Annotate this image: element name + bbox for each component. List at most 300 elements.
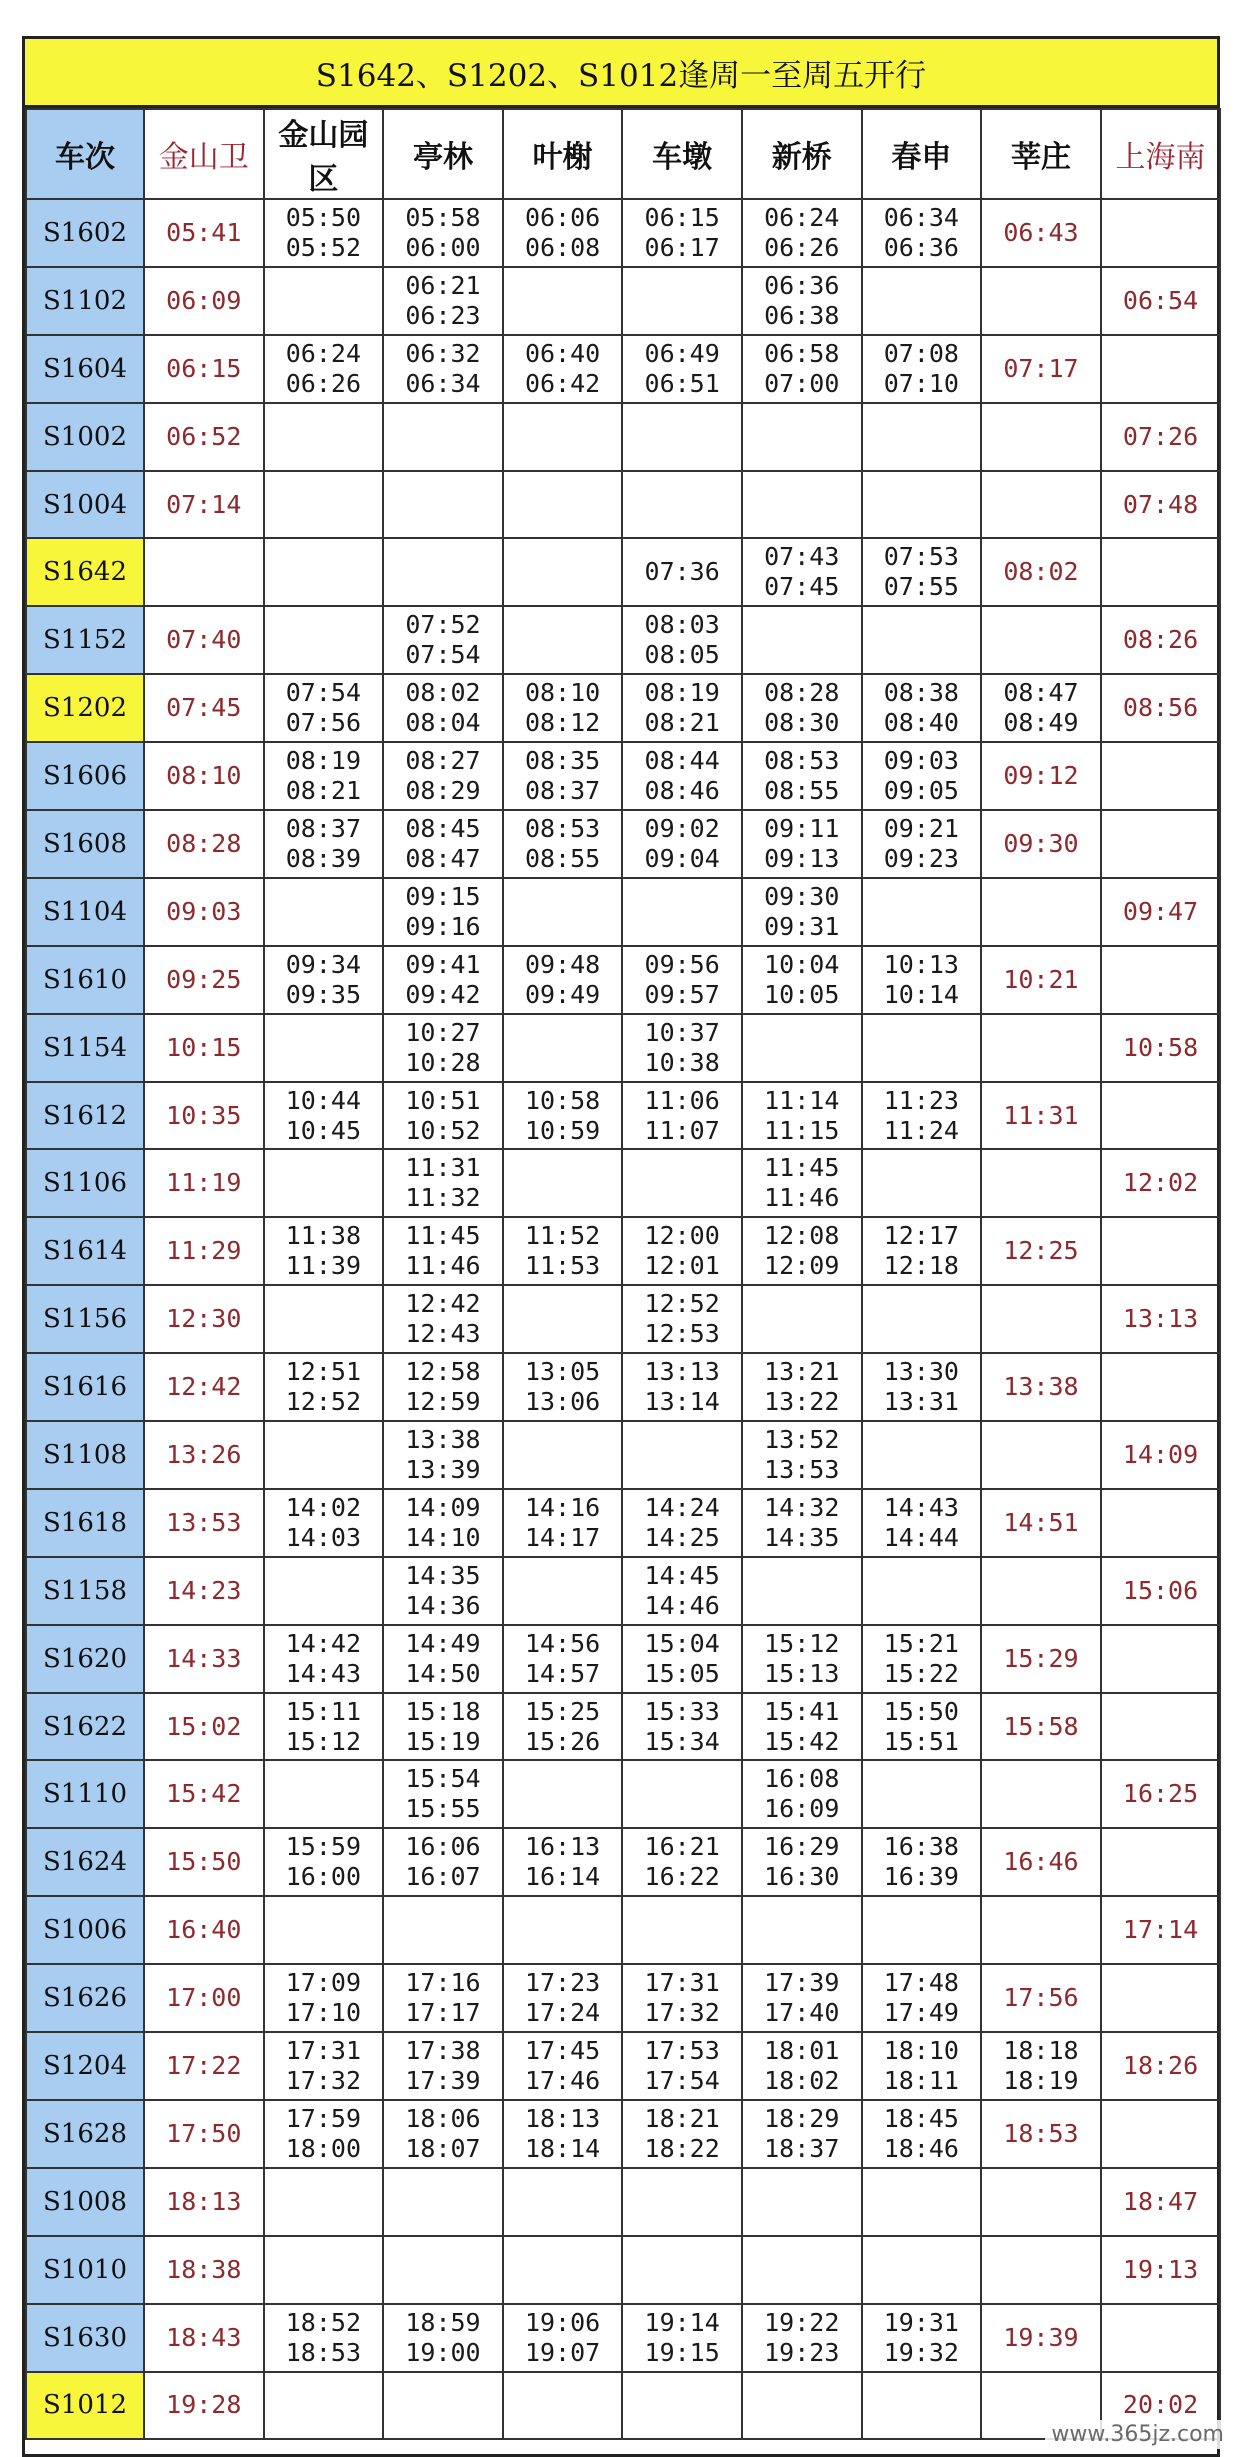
stop-time: 17:50 bbox=[144, 2100, 264, 2168]
stop-time bbox=[862, 1285, 982, 1353]
stop-time bbox=[503, 1149, 623, 1217]
stop-time bbox=[503, 1557, 623, 1625]
stop-time: 12:42 12:43 bbox=[383, 1285, 503, 1353]
stop-time: 12:42 bbox=[144, 1353, 264, 1421]
train-number: S1604 bbox=[26, 335, 144, 403]
stop-time bbox=[383, 2372, 503, 2440]
stop-time: 16:40 bbox=[144, 1896, 264, 1964]
stop-time: 17:14 bbox=[1101, 1896, 1221, 1964]
stop-time bbox=[981, 1149, 1101, 1217]
stop-time bbox=[981, 1760, 1101, 1828]
stop-time: 08:19 08:21 bbox=[622, 674, 742, 742]
stop-time: 12:17 12:18 bbox=[862, 1217, 982, 1285]
stop-time: 19:28 bbox=[144, 2372, 264, 2440]
table-row bbox=[26, 1828, 1220, 1896]
stop-time bbox=[622, 1421, 742, 1489]
stop-time: 07:53 07:55 bbox=[862, 538, 982, 606]
train-number: S1006 bbox=[26, 1896, 144, 1964]
stop-time: 06:21 06:23 bbox=[383, 267, 503, 335]
table-row bbox=[26, 1557, 1220, 1625]
stop-time: 06:58 07:00 bbox=[742, 335, 862, 403]
header-station: 亭林 bbox=[383, 109, 503, 199]
stop-time: 12:00 12:01 bbox=[622, 1217, 742, 1285]
stop-time bbox=[1101, 2304, 1221, 2372]
stop-time bbox=[503, 471, 623, 539]
stop-time: 15:04 15:05 bbox=[622, 1625, 742, 1693]
stop-time: 09:12 bbox=[981, 742, 1101, 810]
train-number: S1104 bbox=[26, 878, 144, 946]
stop-time: 18:13 bbox=[144, 2168, 264, 2236]
stop-time: 15:29 bbox=[981, 1625, 1101, 1693]
stop-time: 11:23 11:24 bbox=[862, 1082, 982, 1150]
stop-time bbox=[503, 1285, 623, 1353]
stop-time bbox=[862, 403, 982, 471]
train-number: S1158 bbox=[26, 1557, 144, 1625]
stop-time: 15:54 15:55 bbox=[383, 1760, 503, 1828]
stop-time: 15:59 16:00 bbox=[264, 1828, 384, 1896]
stop-time: 18:13 18:14 bbox=[503, 2100, 623, 2168]
stop-time: 18:18 18:19 bbox=[981, 2032, 1101, 2100]
stop-time: 06:54 bbox=[1101, 267, 1221, 335]
stop-time: 15:06 bbox=[1101, 1557, 1221, 1625]
stop-time bbox=[264, 2236, 384, 2304]
stop-time: 07:43 07:45 bbox=[742, 538, 862, 606]
stop-time bbox=[742, 1285, 862, 1353]
stop-time: 15:11 15:12 bbox=[264, 1693, 384, 1761]
stop-time: 14:45 14:46 bbox=[622, 1557, 742, 1625]
stop-time: 11:38 11:39 bbox=[264, 1217, 384, 1285]
stop-time bbox=[264, 1760, 384, 1828]
train-number: S1610 bbox=[26, 946, 144, 1014]
stop-time: 07:14 bbox=[144, 471, 264, 539]
table-row bbox=[26, 1082, 1220, 1150]
table-row bbox=[26, 946, 1220, 1014]
stop-time: 09:03 bbox=[144, 878, 264, 946]
stop-time: 15:50 bbox=[144, 1828, 264, 1896]
train-number: S1626 bbox=[26, 1964, 144, 2032]
stop-time bbox=[1101, 1353, 1221, 1421]
stop-time bbox=[1101, 946, 1221, 1014]
header-station: 叶榭 bbox=[503, 109, 623, 199]
stop-time bbox=[383, 403, 503, 471]
stop-time: 09:11 09:13 bbox=[742, 810, 862, 878]
train-number: S1622 bbox=[26, 1693, 144, 1761]
stop-time: 18:01 18:02 bbox=[742, 2032, 862, 2100]
stop-time: 16:25 bbox=[1101, 1760, 1221, 1828]
stop-time: 12:51 12:52 bbox=[264, 1353, 384, 1421]
stop-time: 12:58 12:59 bbox=[383, 1353, 503, 1421]
stop-time: 18:38 bbox=[144, 2236, 264, 2304]
table-row bbox=[26, 1353, 1220, 1421]
table-row bbox=[26, 2032, 1220, 2100]
train-number: S1102 bbox=[26, 267, 144, 335]
stop-time: 10:58 10:59 bbox=[503, 1082, 623, 1150]
train-number: S1106 bbox=[26, 1149, 144, 1217]
stop-time bbox=[981, 267, 1101, 335]
stop-time: 14:09 14:10 bbox=[383, 1489, 503, 1557]
stop-time: 08:44 08:46 bbox=[622, 742, 742, 810]
stop-time: 08:10 08:12 bbox=[503, 674, 623, 742]
stop-time: 08:10 bbox=[144, 742, 264, 810]
stop-time bbox=[1101, 199, 1221, 267]
stop-time: 13:38 13:39 bbox=[383, 1421, 503, 1489]
stop-time: 19:31 19:32 bbox=[862, 2304, 982, 2372]
train-number: S1602 bbox=[26, 199, 144, 267]
stop-time: 17:59 18:00 bbox=[264, 2100, 384, 2168]
stop-time: 08:38 08:40 bbox=[862, 674, 982, 742]
stop-time: 09:41 09:42 bbox=[383, 946, 503, 1014]
stop-time: 05:58 06:00 bbox=[383, 199, 503, 267]
stop-time: 19:14 19:15 bbox=[622, 2304, 742, 2372]
stop-time: 17:56 bbox=[981, 1964, 1101, 2032]
stop-time bbox=[742, 1896, 862, 1964]
stop-time: 17:48 17:49 bbox=[862, 1964, 982, 2032]
header-station: 金山卫 bbox=[144, 109, 264, 199]
stop-time: 14:23 bbox=[144, 1557, 264, 1625]
stop-time: 09:48 09:49 bbox=[503, 946, 623, 1014]
stop-time bbox=[1101, 810, 1221, 878]
stop-time bbox=[742, 1014, 862, 1082]
stop-time: 08:26 bbox=[1101, 606, 1221, 674]
stop-time: 10:04 10:05 bbox=[742, 946, 862, 1014]
table-row bbox=[26, 2236, 1220, 2304]
stop-time bbox=[742, 1557, 862, 1625]
table-row bbox=[26, 2168, 1220, 2236]
stop-time bbox=[264, 1285, 384, 1353]
table-row bbox=[26, 1149, 1220, 1217]
stop-time: 17:39 17:40 bbox=[742, 1964, 862, 2032]
stop-time: 09:02 09:04 bbox=[622, 810, 742, 878]
stop-time: 10:35 bbox=[144, 1082, 264, 1150]
table-row bbox=[26, 1014, 1220, 1082]
stop-time: 08:53 08:55 bbox=[503, 810, 623, 878]
stop-time bbox=[862, 2372, 982, 2440]
stop-time: 12:02 bbox=[1101, 1149, 1221, 1217]
stop-time: 08:03 08:05 bbox=[622, 606, 742, 674]
stop-time: 18:43 bbox=[144, 2304, 264, 2372]
stop-time bbox=[981, 2236, 1101, 2304]
stop-time bbox=[622, 2236, 742, 2304]
stop-time: 16:29 16:30 bbox=[742, 1828, 862, 1896]
stop-time: 13:38 bbox=[981, 1353, 1101, 1421]
stop-time: 15:42 bbox=[144, 1760, 264, 1828]
stop-time: 08:02 08:04 bbox=[383, 674, 503, 742]
stop-time: 08:28 08:30 bbox=[742, 674, 862, 742]
stop-time: 18:45 18:46 bbox=[862, 2100, 982, 2168]
stop-time: 19:06 19:07 bbox=[503, 2304, 623, 2372]
stop-time: 11:06 11:07 bbox=[622, 1082, 742, 1150]
stop-time: 18:29 18:37 bbox=[742, 2100, 862, 2168]
stop-time: 06:32 06:34 bbox=[383, 335, 503, 403]
stop-time: 15:58 bbox=[981, 1693, 1101, 1761]
stop-time: 14:02 14:03 bbox=[264, 1489, 384, 1557]
timetable-frame bbox=[22, 36, 1220, 2457]
stop-time bbox=[622, 878, 742, 946]
stop-time bbox=[981, 878, 1101, 946]
timetable bbox=[25, 108, 1221, 2440]
stop-time: 13:30 13:31 bbox=[862, 1353, 982, 1421]
stop-time bbox=[503, 538, 623, 606]
stop-time: 06:49 06:51 bbox=[622, 335, 742, 403]
stop-time: 16:08 16:09 bbox=[742, 1760, 862, 1828]
stop-time: 19:13 bbox=[1101, 2236, 1221, 2304]
train-number: S1002 bbox=[26, 403, 144, 471]
stop-time: 14:16 14:17 bbox=[503, 1489, 623, 1557]
stop-time: 07:36 bbox=[622, 538, 742, 606]
stop-time: 07:08 07:10 bbox=[862, 335, 982, 403]
table-row bbox=[26, 2372, 1220, 2440]
stop-time: 17:45 17:46 bbox=[503, 2032, 623, 2100]
stop-time bbox=[742, 2236, 862, 2304]
stop-time: 15:21 15:22 bbox=[862, 1625, 982, 1693]
stop-time bbox=[1101, 335, 1221, 403]
table-row bbox=[26, 267, 1220, 335]
header-station: 车墩 bbox=[622, 109, 742, 199]
table-row bbox=[26, 403, 1220, 471]
stop-time: 16:38 16:39 bbox=[862, 1828, 982, 1896]
stop-time bbox=[862, 471, 982, 539]
stop-time bbox=[264, 878, 384, 946]
stop-time: 13:53 bbox=[144, 1489, 264, 1557]
stop-time bbox=[264, 1557, 384, 1625]
stop-time bbox=[264, 1014, 384, 1082]
stop-time bbox=[1101, 1489, 1221, 1557]
stop-time bbox=[981, 1285, 1101, 1353]
stop-time: 14:42 14:43 bbox=[264, 1625, 384, 1693]
stop-time: 10:27 10:28 bbox=[383, 1014, 503, 1082]
stop-time: 08:28 bbox=[144, 810, 264, 878]
stop-time: 17:38 17:39 bbox=[383, 2032, 503, 2100]
table-row bbox=[26, 335, 1220, 403]
train-number: S1620 bbox=[26, 1625, 144, 1693]
train-number: S1606 bbox=[26, 742, 144, 810]
table-row bbox=[26, 2304, 1220, 2372]
table-row bbox=[26, 1285, 1220, 1353]
stop-time bbox=[264, 538, 384, 606]
stop-time: 09:30 09:31 bbox=[742, 878, 862, 946]
stop-time: 18:10 18:11 bbox=[862, 2032, 982, 2100]
stop-time bbox=[1101, 1828, 1221, 1896]
stop-time: 06:15 06:17 bbox=[622, 199, 742, 267]
train-number: S1642 bbox=[26, 538, 144, 606]
stop-time: 18:47 bbox=[1101, 2168, 1221, 2236]
stop-time: 09:47 bbox=[1101, 878, 1221, 946]
stop-time: 09:15 09:16 bbox=[383, 878, 503, 946]
train-number: S1616 bbox=[26, 1353, 144, 1421]
stop-time: 11:29 bbox=[144, 1217, 264, 1285]
stop-time: 07:45 bbox=[144, 674, 264, 742]
stop-time bbox=[981, 2168, 1101, 2236]
stop-time: 12:30 bbox=[144, 1285, 264, 1353]
train-number: S1154 bbox=[26, 1014, 144, 1082]
stop-time: 08:19 08:21 bbox=[264, 742, 384, 810]
stop-time: 16:46 bbox=[981, 1828, 1101, 1896]
stop-time bbox=[264, 403, 384, 471]
stop-time bbox=[862, 267, 982, 335]
table-row bbox=[26, 1625, 1220, 1693]
stop-time bbox=[264, 606, 384, 674]
table-row bbox=[26, 1693, 1220, 1761]
stop-time: 13:52 13:53 bbox=[742, 1421, 862, 1489]
stop-time: 15:02 bbox=[144, 1693, 264, 1761]
stop-time: 06:40 06:42 bbox=[503, 335, 623, 403]
header-station: 上海南 bbox=[1101, 109, 1221, 199]
stop-time: 14:09 bbox=[1101, 1421, 1221, 1489]
stop-time bbox=[862, 1896, 982, 1964]
stop-time bbox=[1101, 1217, 1221, 1285]
stop-time: 06:24 06:26 bbox=[264, 335, 384, 403]
stop-time bbox=[981, 606, 1101, 674]
train-number: S1614 bbox=[26, 1217, 144, 1285]
stop-time: 10:37 10:38 bbox=[622, 1014, 742, 1082]
train-number: S1108 bbox=[26, 1421, 144, 1489]
table-row bbox=[26, 2100, 1220, 2168]
stop-time: 08:27 08:29 bbox=[383, 742, 503, 810]
stop-time: 17:16 17:17 bbox=[383, 1964, 503, 2032]
stop-time: 11:52 11:53 bbox=[503, 1217, 623, 1285]
stop-time bbox=[862, 1149, 982, 1217]
stop-time: 13:13 bbox=[1101, 1285, 1221, 1353]
stop-time: 10:58 bbox=[1101, 1014, 1221, 1082]
train-number: S1156 bbox=[26, 1285, 144, 1353]
stop-time: 11:31 bbox=[981, 1082, 1101, 1150]
stop-time: 18:06 18:07 bbox=[383, 2100, 503, 2168]
stop-time: 17:09 17:10 bbox=[264, 1964, 384, 2032]
stop-time: 14:33 bbox=[144, 1625, 264, 1693]
train-number: S1110 bbox=[26, 1760, 144, 1828]
stop-time: 18:59 19:00 bbox=[383, 2304, 503, 2372]
stop-time: 13:21 13:22 bbox=[742, 1353, 862, 1421]
stop-time bbox=[503, 1421, 623, 1489]
stop-time bbox=[264, 1896, 384, 1964]
stop-time bbox=[264, 471, 384, 539]
stop-time: 06:36 06:38 bbox=[742, 267, 862, 335]
table-row bbox=[26, 538, 1220, 606]
stop-time: 17:00 bbox=[144, 1964, 264, 2032]
stop-time bbox=[622, 403, 742, 471]
stop-time: 17:53 17:54 bbox=[622, 2032, 742, 2100]
stop-time: 08:56 bbox=[1101, 674, 1221, 742]
stop-time: 16:06 16:07 bbox=[383, 1828, 503, 1896]
stop-time: 07:17 bbox=[981, 335, 1101, 403]
table-row bbox=[26, 199, 1220, 267]
stop-time bbox=[862, 1557, 982, 1625]
stop-time: 11:19 bbox=[144, 1149, 264, 1217]
stop-time: 16:13 16:14 bbox=[503, 1828, 623, 1896]
stop-time bbox=[981, 403, 1101, 471]
train-number: S1008 bbox=[26, 2168, 144, 2236]
stop-time: 09:30 bbox=[981, 810, 1101, 878]
stop-time: 05:41 bbox=[144, 199, 264, 267]
stop-time bbox=[862, 606, 982, 674]
header-row bbox=[26, 109, 1220, 199]
train-number: S1004 bbox=[26, 471, 144, 539]
stop-time: 09:34 09:35 bbox=[264, 946, 384, 1014]
table-row bbox=[26, 1217, 1220, 1285]
stop-time: 14:51 bbox=[981, 1489, 1101, 1557]
stop-time bbox=[1101, 1625, 1221, 1693]
table-row bbox=[26, 1421, 1220, 1489]
header-station: 金山园区 bbox=[264, 109, 384, 199]
stop-time bbox=[981, 471, 1101, 539]
stop-time: 05:50 05:52 bbox=[264, 199, 384, 267]
table-row bbox=[26, 1489, 1220, 1557]
stop-time bbox=[503, 403, 623, 471]
stop-time bbox=[503, 1896, 623, 1964]
stop-time bbox=[1101, 538, 1221, 606]
stop-time bbox=[1101, 2100, 1221, 2168]
stop-time bbox=[622, 2168, 742, 2236]
stop-time: 09:03 09:05 bbox=[862, 742, 982, 810]
stop-time: 12:08 12:09 bbox=[742, 1217, 862, 1285]
table-row bbox=[26, 810, 1220, 878]
stop-time: 13:26 bbox=[144, 1421, 264, 1489]
table-row bbox=[26, 742, 1220, 810]
stop-time: 14:35 14:36 bbox=[383, 1557, 503, 1625]
watermark: www.365jz.com bbox=[1045, 2420, 1230, 2449]
stop-time: 14:32 14:35 bbox=[742, 1489, 862, 1557]
stop-time: 11:45 11:46 bbox=[742, 1149, 862, 1217]
stop-time bbox=[503, 606, 623, 674]
stop-time: 06:06 06:08 bbox=[503, 199, 623, 267]
stop-time: 06:24 06:26 bbox=[742, 199, 862, 267]
train-number: S1010 bbox=[26, 2236, 144, 2304]
stop-time: 11:31 11:32 bbox=[383, 1149, 503, 1217]
stop-time: 07:48 bbox=[1101, 471, 1221, 539]
stop-time bbox=[862, 1014, 982, 1082]
stop-time bbox=[862, 1760, 982, 1828]
stop-time: 15:25 15:26 bbox=[503, 1693, 623, 1761]
stop-time: 08:37 08:39 bbox=[264, 810, 384, 878]
train-number: S1612 bbox=[26, 1082, 144, 1150]
stop-time: 08:45 08:47 bbox=[383, 810, 503, 878]
table-row bbox=[26, 606, 1220, 674]
stop-time: 10:51 10:52 bbox=[383, 1082, 503, 1150]
stop-time: 18:53 bbox=[981, 2100, 1101, 2168]
stop-time: 20:02 bbox=[1101, 2372, 1221, 2440]
stop-time: 09:21 09:23 bbox=[862, 810, 982, 878]
stop-time bbox=[862, 2236, 982, 2304]
table-row bbox=[26, 878, 1220, 946]
stop-time bbox=[503, 1014, 623, 1082]
stop-time bbox=[622, 1760, 742, 1828]
stop-time: 06:43 bbox=[981, 199, 1101, 267]
stop-time: 06:34 06:36 bbox=[862, 199, 982, 267]
stop-time: 10:44 10:45 bbox=[264, 1082, 384, 1150]
stop-time bbox=[383, 471, 503, 539]
train-number: S1624 bbox=[26, 1828, 144, 1896]
stop-time bbox=[742, 2168, 862, 2236]
stop-time bbox=[264, 2372, 384, 2440]
stop-time: 19:22 19:23 bbox=[742, 2304, 862, 2372]
train-number: S1152 bbox=[26, 606, 144, 674]
train-number: S1628 bbox=[26, 2100, 144, 2168]
stop-time bbox=[981, 1421, 1101, 1489]
stop-time: 07:52 07:54 bbox=[383, 606, 503, 674]
table-row bbox=[26, 1964, 1220, 2032]
stop-time: 06:15 bbox=[144, 335, 264, 403]
stop-time: 11:14 11:15 bbox=[742, 1082, 862, 1150]
stop-time: 14:43 14:44 bbox=[862, 1489, 982, 1557]
table-row bbox=[26, 674, 1220, 742]
stop-time bbox=[742, 606, 862, 674]
stop-time: 17:22 bbox=[144, 2032, 264, 2100]
stop-time bbox=[503, 267, 623, 335]
stop-time: 08:35 08:37 bbox=[503, 742, 623, 810]
stop-time bbox=[264, 267, 384, 335]
stop-time: 15:41 15:42 bbox=[742, 1693, 862, 1761]
stop-time: 15:18 15:19 bbox=[383, 1693, 503, 1761]
